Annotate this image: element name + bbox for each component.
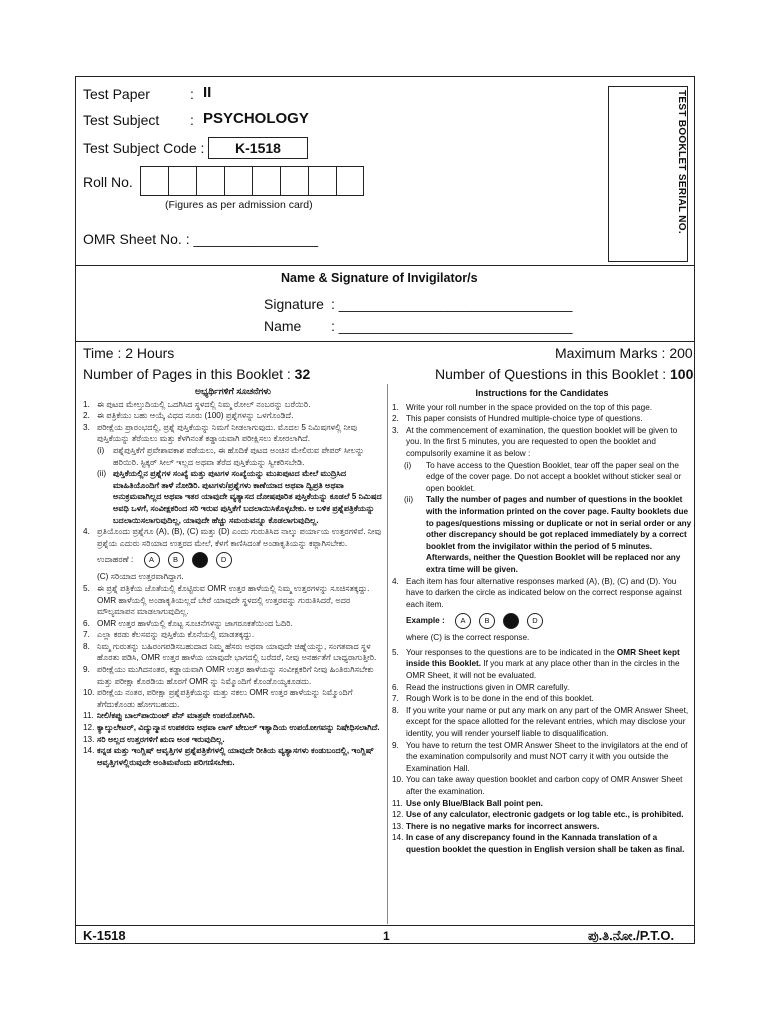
roll-no-digit-box[interactable] xyxy=(280,166,309,196)
pages-count xyxy=(83,366,310,382)
english-item-1: 1. Write your roll number in the space provided on the top of this page. xyxy=(392,402,653,412)
omr-sheet-no[interactable]: OMR Sheet No. : ________________ xyxy=(83,231,319,247)
kannada-item-1: 1. ಈ ಪುಟದ ಮೇಲ್ತುದಿಯಲ್ಲಿ ಒದಗಿಸಿದ ಸ್ಥಳದಲ್ಲಿ ನಿಮ್ಮ ರೋಲ್ ನಂಬರನ್ನು ಬರೆಯಿರಿ. xyxy=(83,399,311,409)
test-paper-value: II xyxy=(203,84,212,101)
kannada-item-11: 11. ನೀಲಿ/ಕಪ್ಪು ಬಾಲ್‌ಪಾಯಿಂಟ್ ಪೆನ್ ಮಾತ್ರವೇ ಉಪಯೋಗಿಸಿರಿ. xyxy=(83,711,255,721)
time-allowed: Time : 2 Hours xyxy=(83,345,175,361)
roll-no-digit-box[interactable] xyxy=(224,166,253,196)
signature-label: Signature xyxy=(264,296,324,312)
roll-no-note: (Figures as per admission card) xyxy=(165,199,313,211)
kannada-item-6: 6. OMR ಉತ್ತರ ಹಾಳೆಯಲ್ಲಿ ಕೊಟ್ಟ ಸೂಚನೆಗಳನ್ನು ಜಾಗರೂಕತೆಯಿಂದ ಓದಿರಿ. xyxy=(83,618,293,628)
english-item-8: 8. If you write your name or put any mark on any part of the OMR Answer Sheet, except for the space allotted for the relevant entries, which may disclose your identity, you will render yourself liable to disqualification. xyxy=(392,705,689,739)
roll-no-digit-box[interactable] xyxy=(140,166,169,196)
questions-value: 100 xyxy=(670,366,694,382)
english-example xyxy=(392,613,692,629)
english-item-4: 4. Each item has four alternative responses marked (A), (B), (C) and (D). You have to darken the circle as indicated below on the correct response against each item. xyxy=(392,576,682,609)
english-item-14: 14. In case of any discrepancy found in the Kannada translation of a question booklet the question in English version shall be taken as final. xyxy=(392,833,685,854)
english-sub-i: (i) To have access to the Question Booklet, tear off the paper seal on the edge of the cover page. Do not accept a booklet without sticker seal or open booklet. xyxy=(404,460,682,493)
kannada-item-10: 10. ಪರೀಕ್ಷೆಯ ನಂತರ, ಪರೀಕ್ಷಾ ಪ್ರಶ್ನೆಪತ್ರಿಕೆಯನ್ನು ಮತ್ತು ನಕಲು OMR ಉತ್ತರ ಹಾಳೆಯನ್ನು ನಿಮ್ಮೊಂದಿಗೆ ತೆಗೆದುಕೊಂಡು ಹೋಗಬಹುದು. xyxy=(83,688,353,709)
subject-code-label: Test Subject Code : xyxy=(83,140,205,156)
test-paper-label: Test Paper xyxy=(83,86,150,102)
kannada-example-label: ಉದಾಹರಣೆ : xyxy=(97,555,134,565)
invigilator-title: Name & Signature of Invigilator/s xyxy=(281,271,478,285)
roll-no-digit-box[interactable] xyxy=(336,166,364,196)
kannada-title: ಅಭ್ಯರ್ಥಿಗಳಿಗೆ ಸೂಚನೆಗಳು xyxy=(195,386,271,396)
kannada-item-2: 2. ಈ ಪತ್ರಿಕೆಯು ಬಹು ಆಯ್ಕೆ ವಿಧದ ನೂರು (100) ಪ್ರಶ್ನೆಗಳನ್ನು ಒಳಗೊಂಡಿದೆ. xyxy=(83,411,294,421)
kannada-item-13: 13. ಸರಿ ಅಲ್ಲದ ಉತ್ತರಗಳಿಗೆ ಋಣ ಅಂಕ ಇರುವುದಿಲ್ಲ. xyxy=(83,734,225,744)
english-title: Instructions for the Candidates xyxy=(475,388,609,398)
kannada-item-3: 3. ಪರೀಕ್ಷೆಯ ಪ್ರಾರಂಭದಲ್ಲಿ, ಪ್ರಶ್ನೆ ಪುಸ್ತಿಕೆಯನ್ನು ನಿಮಗೆ ನೀಡಲಾಗುವುದು. ಮೊದಲ 5 ನಿಮಿಷಗಳಲ್ಲಿ ನೀವು ಪುಸ್ತಿಕೆಯನ್ನು ತೆರೆಯಲು ಮತ್ತು ಕೆಳಗಿನಂತೆ ಕಡ್ಡಾಯವಾಗಿ ಪರೀಕ್ಷಿಸಲು ಕೋರಲಾಗಿದೆ. xyxy=(83,422,358,444)
kannada-sub-ii: (ii) ಪುಸ್ತಿಕೆಯಲ್ಲಿನ ಪ್ರಶ್ನೆಗಳ ಸಂಖ್ಯೆ ಮತ್ತು ಪುಟಗಳ ಸಂಖ್ಯೆಯನ್ನು ಮುಖಪುಟದ ಮೇಲೆ ಮುದ್ರಿಸಿದ ಮಾಹಿತಿಯೊಂದಿಗೆ ತಾಳೆ ನೋಡಿರಿ. ಪುಟಗಳು/ಪ್ರಶ್ನೆಗಳು ಕಾಣೆಯಾದ ಅಥವಾ ದ್ವಿಪ್ರತಿ ಅಥವಾ ಅನುಕ್ರಮವಾಗಿಲ್ಲದ ಅಥವಾ ಇತರ ಯಾವುದೇ ವ್ಯತ್ಯಾಸದ ದೋಷಪೂರಿತ ಪುಸ್ತಿಕೆಯನ್ನು ಕೂಡಲೆ 5 ನಿಮಿಷದ ಅವಧಿ ಒಳಗೆ, ಸಂವೀಕ್ಷಕರಿಂದ ಸರಿ ಇರುವ ಪುಸ್ತಿಕೆಗೆ ಬದಲಾಯಿಸಿಕೊಳ್ಳಬೇಕು. ಆ ಬಳಿಕ ಪ್ರಶ್ನೆಪತ್ರಿಕೆಯನ್ನು ಬದಲಾಯಿಸಲಾಗುವುದಿಲ್ಲ, ಯಾವುದೇ ಹೆಚ್ಚು ಸಮಯವನ್ನೂ ಕೊಡಲಾಗುವುದಿಲ್ಲ. xyxy=(97,469,382,525)
footer-code: K-1518 xyxy=(83,928,126,943)
roll-no-digit-box[interactable] xyxy=(308,166,337,196)
column-divider xyxy=(387,384,388,924)
option-d-bubble: D xyxy=(216,552,232,568)
kannada-item-12: 12. ಕ್ಯಾಲ್ಕುಲೇಟರ್, ವಿದ್ಯುನ್ಮಾನ ಉಪಕರಣ ಅಥವಾ ಲಾಗ್ ಟೇಬಲ್ ಇತ್ಯಾದಿಯ ಉಪಯೋಗವನ್ನು ನಿಷೇಧಿಸಲಾಗಿದೆ. xyxy=(83,723,380,733)
divider-invigilator xyxy=(75,341,695,342)
english-item-11: 11. Use only Blue/Black Ball point pen. xyxy=(392,798,543,808)
option-a-bubble: A xyxy=(455,613,471,629)
kannada-item-4: 4. ಪ್ರತಿಯೊಂದು ಪ್ರಶ್ನೆಗೂ (A), (B), (C) ಮತ್ತು (D) ಎಂದು ಗುರುತಿಸಿದ ನಾಲ್ಕು ಪರ್ಯಾಯ ಉತ್ತರಗಳಿವೆ. ನೀವು ಪ್ರಶ್ನೆಯ ಎದುರು ಸರಿಯಾದ ಉತ್ತರದ ಮೇಲೆ, ಕೆಳಗೆ ಕಾಣಿಸಿದಂತೆ ಅಂಡಾಕೃತಿಯನ್ನು ಕಪ್ಪಾಗಿಸಬೇಕು. xyxy=(83,527,382,548)
maximum-marks: Maximum Marks : 200 xyxy=(555,345,693,361)
test-subject-label: Test Subject xyxy=(83,112,160,128)
english-item-9: 9. You have to return the test OMR Answer Sheet to the invigilators at the end of the examination compulsorily and must NOT carry it with you outside the Examination Hall. xyxy=(392,740,688,773)
kannada-item-5: 5. ಈ ಪ್ರಶ್ನೆ ಪತ್ರಿಕೆಯ ಜೊತೆಯಲ್ಲಿ ಕೊಟ್ಟಿರುವ OMR ಉತ್ತರ ಹಾಳೆಯಲ್ಲಿ ನಿಮ್ಮ ಉತ್ತರಗಳನ್ನು ಸೂಚಿಸತಕ್ಕದ್ದು. OMR ಹಾಳೆಯಲ್ಲಿ ಅಂಡಾಕೃತಿಯಲ್ಲದೆ ಬೇರೆ ಯಾವುದೇ ಸ್ಥಳದಲ್ಲಿ ಉತ್ತರವನ್ನು ಗುರುತಿಸಿದರೆ, ಅದರ ಮೌಲ್ಯಮಾಪನ ಮಾಡಲಾಗುವುದಿಲ್ಲ. xyxy=(83,583,370,617)
kannada-item-9: 9. ಪರೀಕ್ಷೆಯು ಮುಗಿದನಂತರ, ಕಡ್ಡಾಯವಾಗಿ OMR ಉತ್ತರ ಹಾಳೆಯನ್ನು ಸಂವೀಕ್ಷಕರಿಗೆ ನೀವು ಹಿಂತಿರುಗಿಸಬೇಕು ಮತ್ತು ಪರೀಕ್ಷಾ ಕೊಠಡಿಯ ಹೊರಗೆ OMR ನ್ನು ನಿಮ್ಮೊಂದಿಗೆ ಕೊಂಡೊಯ್ಯಕೂಡದು. xyxy=(83,665,374,686)
roll-no-label: Roll No. xyxy=(83,174,133,190)
english-sub-ii: (ii) Tally the number of pages and number of questions in the booklet with the information printed on the cover page. Faulty booklets due to pages/questions missing or duplicate or not in serial order or any other discrepancy should be got replaced immediately by a correct booklet from the invigilator within the period of 5 minutes. Afterwards, neither the Question Booklet will be replaced nor any extra time will be given. xyxy=(404,495,692,574)
kannada-instructions xyxy=(83,386,383,768)
questions-label: Number of Questions in this Booklet : xyxy=(435,366,670,382)
roll-no-digit-box[interactable] xyxy=(168,166,197,196)
english-item-6: 6. Read the instructions given in OMR carefully. xyxy=(392,682,570,692)
english-item-12: 12. Use of any calculator, electronic gadgets or log table etc., is prohibited. xyxy=(392,810,684,820)
option-b-bubble: B xyxy=(168,552,184,568)
english-item-13: 13. There is no negative marks for incorrect answers. xyxy=(392,821,600,831)
roll-no-digit-box[interactable] xyxy=(196,166,225,196)
name-line[interactable]: : ______________________________ xyxy=(331,318,573,334)
test-subject-colon: : xyxy=(190,112,194,128)
english-instructions xyxy=(392,388,692,856)
subject-code-value: K-1518 xyxy=(208,137,308,159)
option-b-bubble: B xyxy=(479,613,495,629)
pages-label: Number of Pages in this Booklet : xyxy=(83,366,295,382)
option-a-bubble: A xyxy=(144,552,160,568)
english-example-note: where (C) is the correct response. xyxy=(406,633,530,643)
roll-no-digit-box[interactable] xyxy=(252,166,281,196)
english-item-2: 2. This paper consists of Hundred multiple-choice type of questions. xyxy=(392,414,643,424)
kannada-item-8: 8. ನಿಮ್ಮ ಗುರುತನ್ನು ಬಹಿರಂಗಪಡಿಸಬಹುದಾದ ನಿಮ್ಮ ಹೆಸರು ಅಥವಾ ಯಾವುದೇ ಚಿಹ್ನೆಯನ್ನು, ಸಂಗತವಾದ ಸ್ಥಳ ಹೊರತು ಪಡಿಸಿ, OMR ಉತ್ತರ ಹಾಳೆಯ ಯಾವುದೇ ಭಾಗದಲ್ಲಿ ಬರೆದರೆ, ನೀವು ಅನರ್ಹತೆಗೆ ಬಾಧ್ಯರಾಗುತ್ತೀರಿ. xyxy=(83,641,377,663)
pages-value: 32 xyxy=(294,366,311,382)
option-d-bubble: D xyxy=(527,613,543,629)
english-example-label: Example : xyxy=(406,616,445,626)
signature-line[interactable]: : ______________________________ xyxy=(331,296,573,312)
english-item-10: 10. You can take away question booklet and carbon copy of OMR Answer Sheet after the examination. xyxy=(392,775,683,796)
kannada-sub-i: (i) ಪಶ್ನೆಪುಸ್ತಿಕೆಗೆ ಪ್ರವೇಶಾವಕಾಶ ಪಡೆಯಲು, ಈ ಹೊದಿಕೆ ಪುಟದ ಅಂಚಿನ ಮೇಲಿರುವ ಪೇಪರ್ ಸೀಲನ್ನು ಹರಿಯಿರಿ. ಸ್ಟಿಕ್ಕರ್ ಸೀಲ್ ಇಲ್ಲದ ಅಥವಾ ತೆರೆದ ಪುಸ್ತಿಕೆಯನ್ನು ಸ್ವೀಕರಿಸಬೇಡಿ. xyxy=(97,445,365,467)
test-subject-value: PSYCHOLOGY xyxy=(203,110,309,127)
option-c-bubble-filled xyxy=(503,613,519,629)
name-label: Name xyxy=(264,318,302,334)
footer-page-number: 1 xyxy=(383,929,390,943)
english-item-5: 5. Your responses to the questions are to be indicated in the OMR Sheet kept inside this Booklet. If you mark at any place other than in the circles in the OMR Sheet, it will not be evaluated. xyxy=(392,647,680,681)
english-item-7: 7. Rough Work is to be done in the end of this booklet. xyxy=(392,694,594,704)
kannada-item-14: 14. ಕನ್ನಡ ಮತ್ತು ಇಂಗ್ಲಿಷ್ ಆವೃತ್ತಿಗಳ ಪ್ರಶ್ನೆಪತ್ರಿಕೆಗಳಲ್ಲಿ ಯಾವುದೇ ರೀತಿಯ ವ್ಯತ್ಯಾಸಗಳು ಕಂಡುಬಂದಲ್ಲಿ, ಇಂಗ್ಲಿಷ್ ಆವೃತ್ತಿಗಳಲ್ಲಿರುವುದೇ ಅಂತಿಮವೆಂದು ಪರಿಗಣಿಸಬೇಕು. xyxy=(83,746,375,767)
kannada-example-note: (C) ಸರಿಯಾದ ಉತ್ತರವಾಗಿದ್ದಾಗ. xyxy=(97,572,184,582)
kannada-example xyxy=(83,552,383,568)
divider-footer xyxy=(75,925,695,926)
divider-header xyxy=(75,265,695,266)
option-c-bubble-filled xyxy=(192,552,208,568)
footer-pto: ಪು.ತಿ.ನೋ./P.T.O. xyxy=(588,928,675,943)
questions-count xyxy=(435,366,693,382)
kannada-item-7: 7. ಎಲ್ಲಾ ಕರಡು ಕೆಲಸವನ್ನು ಪುಸ್ತಿಕೆಯ ಕೊನೆಯಲ್ಲಿ ಮಾಡತಕ್ಕದ್ದು. xyxy=(83,630,255,640)
serial-number-label: TEST BOOKLET SERIAL NO. xyxy=(676,90,687,234)
english-item-3: 3. At the commencement of examination, the question booklet will be given to you. In the first 5 minutes, you are requested to open the booklet and compulsorily examine it as below : xyxy=(392,425,678,458)
test-paper-colon: : xyxy=(190,86,194,102)
